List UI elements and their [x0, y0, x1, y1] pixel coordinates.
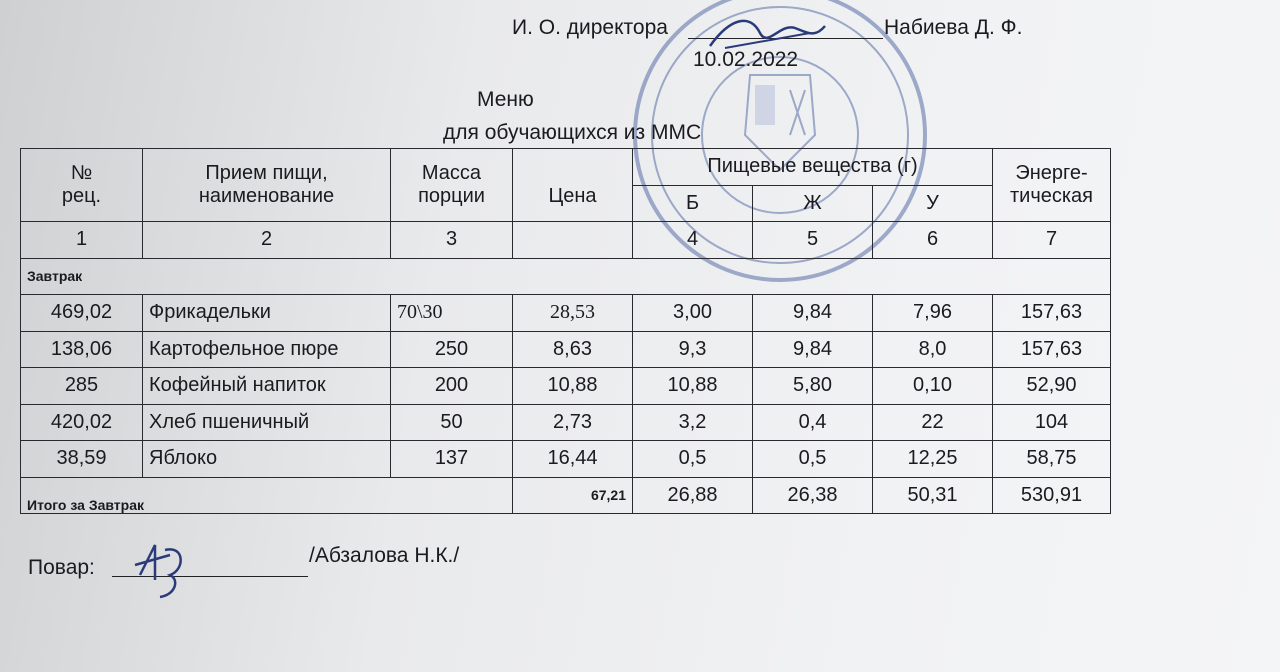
approval-date: 10.02.2022: [693, 48, 799, 71]
header-energy: [993, 149, 1111, 222]
header-price-label: Цена: [548, 184, 597, 207]
cell-fat: 0,5: [753, 441, 873, 478]
cell-price: 16,44: [513, 441, 633, 478]
section-row: [21, 258, 1111, 295]
page-subtitle: для обучающихся из ММС: [443, 121, 702, 144]
header-nutrients: Пищевые вещества (г): [633, 149, 993, 186]
total-energy: 530,91: [993, 477, 1111, 514]
cell-carb: 8,0: [873, 331, 993, 368]
cook-name: /Абзалова Н.К./: [309, 544, 460, 567]
header-protein: Б: [633, 185, 753, 222]
cell-energy: 58,75: [993, 441, 1111, 478]
cell-carb: 7,96: [873, 295, 993, 332]
cell-energy: 104: [993, 404, 1111, 441]
cell-price: 28,53: [513, 295, 633, 332]
cell-protein: 10,88: [633, 368, 753, 405]
header-meal-line1: Прием пищи,: [205, 162, 328, 184]
cell-name: Фрикадельки: [143, 295, 391, 332]
cell-price: 10,88: [513, 368, 633, 405]
header-mass-line1: Масса: [421, 162, 482, 184]
cell-mass: 50: [391, 404, 513, 441]
table-row: [21, 295, 1111, 332]
header-rec-number-line1: №: [70, 162, 93, 184]
cell-name: Кофейный напиток: [143, 368, 391, 405]
cell-mass: 200: [391, 368, 513, 405]
cell-protein: 3,00: [633, 295, 753, 332]
cell-name: Хлеб пшеничный: [143, 404, 391, 441]
cell-rec: 38,59: [21, 441, 143, 478]
total-row: [21, 477, 1111, 514]
col-number-5: 5: [753, 222, 873, 259]
cell-mass: 70\30: [391, 295, 513, 332]
col-number-4: 4: [633, 222, 753, 259]
cell-mass: 250: [391, 331, 513, 368]
cell-carb: 22: [873, 404, 993, 441]
header-carb: У: [873, 185, 993, 222]
total-label: Итого за Завтрак: [21, 477, 513, 514]
cell-price: 8,63: [513, 331, 633, 368]
director-label: И. О. директора: [512, 16, 668, 39]
column-number-row: [21, 222, 1111, 259]
cell-rec: 138,06: [21, 331, 143, 368]
cell-rec: 469,02: [21, 295, 143, 332]
cell-mass: 137: [391, 441, 513, 478]
cell-fat: 9,84: [753, 295, 873, 332]
header-mass-line2: порции: [418, 185, 485, 207]
header-fat: Ж: [753, 185, 873, 222]
cook-signature-line: [112, 556, 308, 577]
header-row-1: [21, 149, 1111, 186]
total-carb: 50,31: [873, 477, 993, 514]
header-rec-number: [21, 149, 143, 222]
cell-protein: 9,3: [633, 331, 753, 368]
cell-fat: 5,80: [753, 368, 873, 405]
col-number-6: 6: [873, 222, 993, 259]
cell-carb: 0,10: [873, 368, 993, 405]
col-number-7: 7: [993, 222, 1111, 259]
cell-price: 2,73: [513, 404, 633, 441]
col-number-2: 2: [143, 222, 391, 259]
cell-energy: 157,63: [993, 295, 1111, 332]
header-meal-line2: наименование: [198, 185, 335, 207]
total-fat: 26,38: [753, 477, 873, 514]
col-number-3: 3: [391, 222, 513, 259]
table-row: [21, 441, 1111, 478]
cell-fat: 9,84: [753, 331, 873, 368]
cell-carb: 12,25: [873, 441, 993, 478]
col-number-price: [513, 222, 633, 259]
director-signature-line: [688, 18, 883, 39]
cell-name: Яблоко: [143, 441, 391, 478]
cell-protein: 3,2: [633, 404, 753, 441]
cell-protein: 0,5: [633, 441, 753, 478]
col-number-1: 1: [21, 222, 143, 259]
cell-energy: 157,63: [993, 331, 1111, 368]
table-row: [21, 368, 1111, 405]
section-breakfast: Завтрак: [21, 258, 1111, 295]
total-protein: 26,88: [633, 477, 753, 514]
director-name: Набиева Д. Ф.: [884, 16, 1023, 39]
header-mass: [391, 149, 513, 222]
header-rec-number-line2: рец.: [61, 185, 102, 207]
page-title: Меню: [477, 88, 534, 111]
cell-fat: 0,4: [753, 404, 873, 441]
total-price: 67,21: [513, 477, 633, 514]
table-row: [21, 331, 1111, 368]
cell-energy: 52,90: [993, 368, 1111, 405]
header-energy-line2: тическая: [1009, 185, 1094, 207]
header-energy-line1: Энерге-: [1015, 162, 1088, 184]
header-meal: [143, 149, 391, 222]
header-price: [513, 149, 633, 222]
cell-name: Картофельное пюре: [143, 331, 391, 368]
cook-label: Повар:: [28, 556, 95, 579]
cell-rec: 420,02: [21, 404, 143, 441]
table-row: [21, 404, 1111, 441]
cell-rec: 285: [21, 368, 143, 405]
menu-table: [20, 148, 1111, 514]
